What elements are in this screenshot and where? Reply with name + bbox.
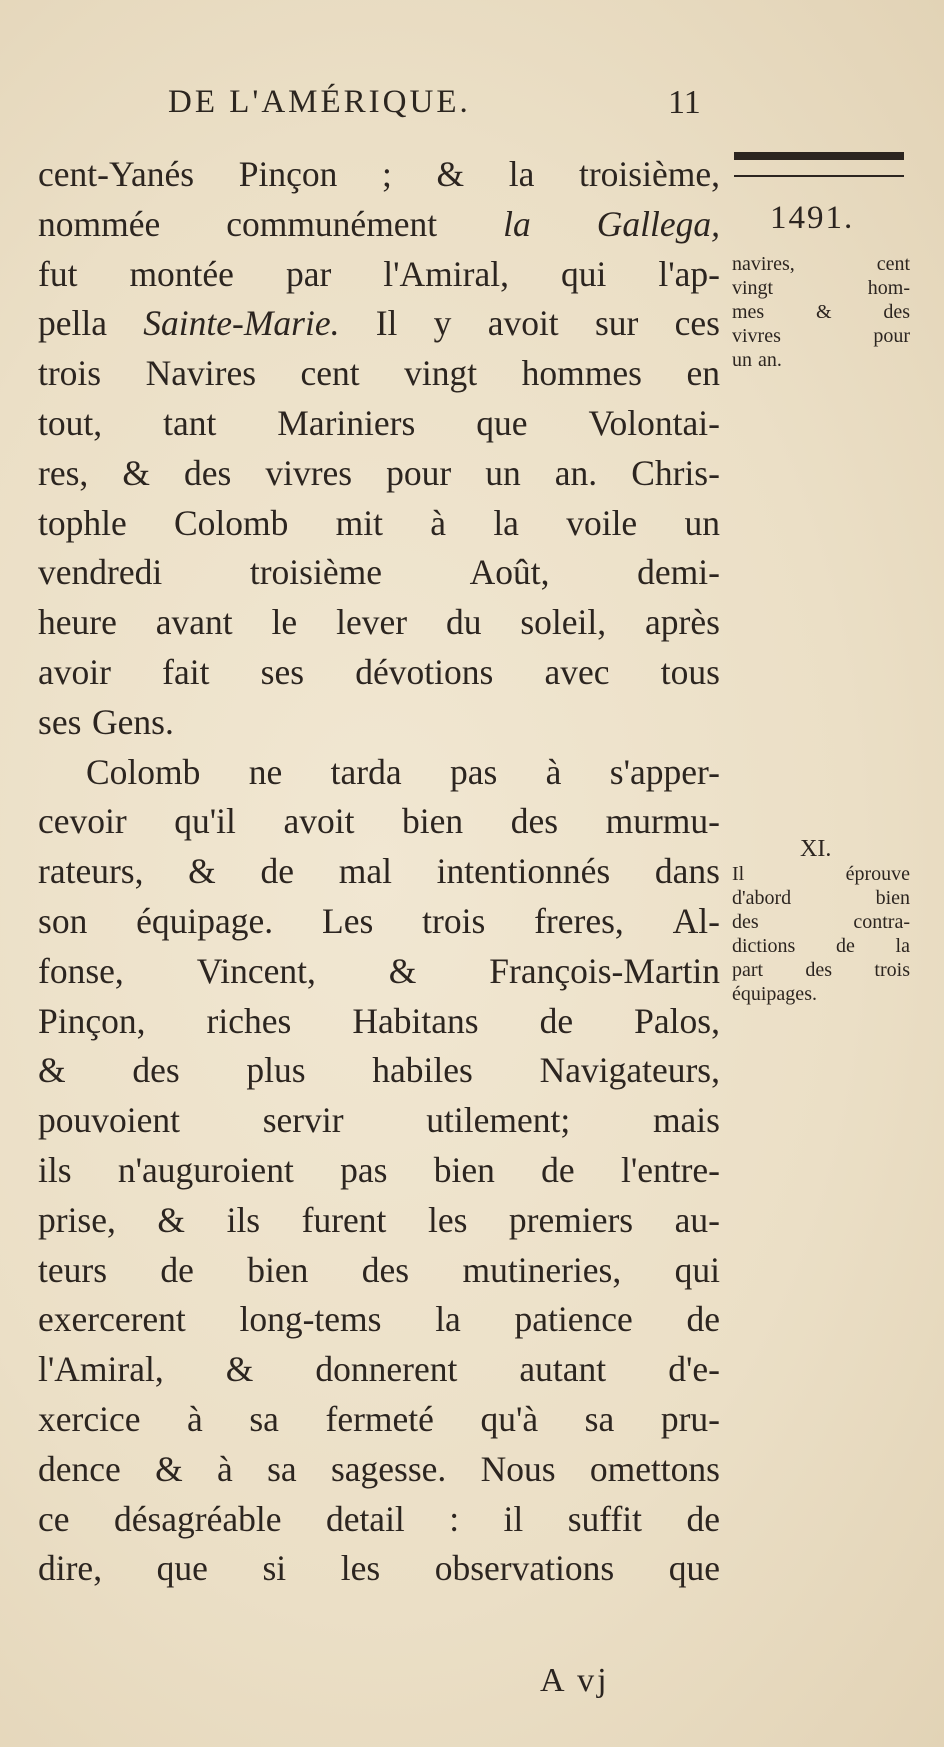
text-line: fut montée par l'Amiral, qui l'ap- xyxy=(38,253,720,294)
margin-note-line: Il éprouve xyxy=(732,863,910,885)
text-line: vendredi troisième Août, demi- xyxy=(38,552,720,593)
text-line: exercerent long-tems la patience de xyxy=(38,1299,720,1340)
text-line: avoir fait ses dévotions avec tous xyxy=(38,651,720,692)
text-line: cevoir qu'il avoit bien des murmu- xyxy=(38,801,720,842)
text-line: ils n'auguroient pas bien de l'entre- xyxy=(38,1149,720,1190)
margin-note-provisions xyxy=(732,252,910,372)
signature-mark: A vj xyxy=(540,1662,610,1699)
text-line: ce désagréable detail : il suffit de xyxy=(38,1498,720,1539)
text-line: cent-Yanés Pinçon ; & la troisième, xyxy=(38,154,720,194)
margin-note-line: navires, cent xyxy=(732,253,910,275)
margin-year: 1491. xyxy=(770,200,855,236)
margin-rule-thin xyxy=(734,175,904,177)
text-line: l'Amiral, & donnerent autant d'e- xyxy=(38,1349,720,1390)
margin-note-line: mes & des xyxy=(732,301,910,323)
text-line: res, & des vivres pour un an. Chris- xyxy=(38,452,720,493)
text-line: fonse, Vincent, & François-Martin xyxy=(38,950,720,991)
text-line: tout, tant Mariniers que Volontai- xyxy=(38,402,720,443)
text-line: pella Sainte-Marie. Il y avoit sur ces xyxy=(38,303,720,344)
margin-note-line: équipages. xyxy=(732,983,817,1005)
text-line: heure avant le lever du soleil, après xyxy=(38,602,720,643)
margin-note-line: vingt hom- xyxy=(732,277,910,299)
margin-note-line: part des trois xyxy=(732,959,910,981)
text-line: trois Navires cent vingt hommes en xyxy=(38,353,720,394)
text-line: nommée communément la Gallega, xyxy=(38,203,720,244)
text-line: dence & à sa sagesse. Nous omettons xyxy=(38,1448,720,1489)
text-line: Pinçon, riches Habitans de Palos, xyxy=(38,1000,720,1041)
text-line: & des plus habiles Navigateurs, xyxy=(38,1050,720,1091)
page-number: 11 xyxy=(668,84,701,121)
margin-note-line: un an. xyxy=(732,349,782,371)
margin-note-line: vivres pour xyxy=(732,325,910,347)
text-line: tophle Colomb mit à la voile un xyxy=(38,502,720,543)
text-line: xercice à sa fermeté qu'à sa pru- xyxy=(38,1398,720,1439)
text-line: pouvoient servir utilement; mais xyxy=(38,1100,720,1141)
text-line: dire, que si les observations que xyxy=(38,1548,720,1589)
text-line: son équipage. Les trois freres, Al- xyxy=(38,900,720,941)
text-line: ses Gens. xyxy=(38,701,174,742)
margin-note-line: des contra- xyxy=(732,911,910,933)
margin-rule-thick xyxy=(734,152,904,160)
margin-note-contradictions xyxy=(732,862,910,1006)
text-line: teurs de bien des mutineries, qui xyxy=(38,1249,720,1290)
text-line: prise, & ils furent les premiers au- xyxy=(38,1199,720,1240)
main-text xyxy=(38,150,720,1594)
section-number: XI. xyxy=(800,836,832,862)
running-title: DE L'AMÉRIQUE. xyxy=(168,84,471,120)
running-header xyxy=(168,84,728,121)
margin-note-line: dictions de la xyxy=(732,935,910,957)
text-line: rateurs, & de mal intentionnés dans xyxy=(38,851,720,892)
text-line: Colomb ne tarda pas à s'apper- xyxy=(86,751,720,792)
margin-note-line: d'abord bien xyxy=(732,887,910,909)
